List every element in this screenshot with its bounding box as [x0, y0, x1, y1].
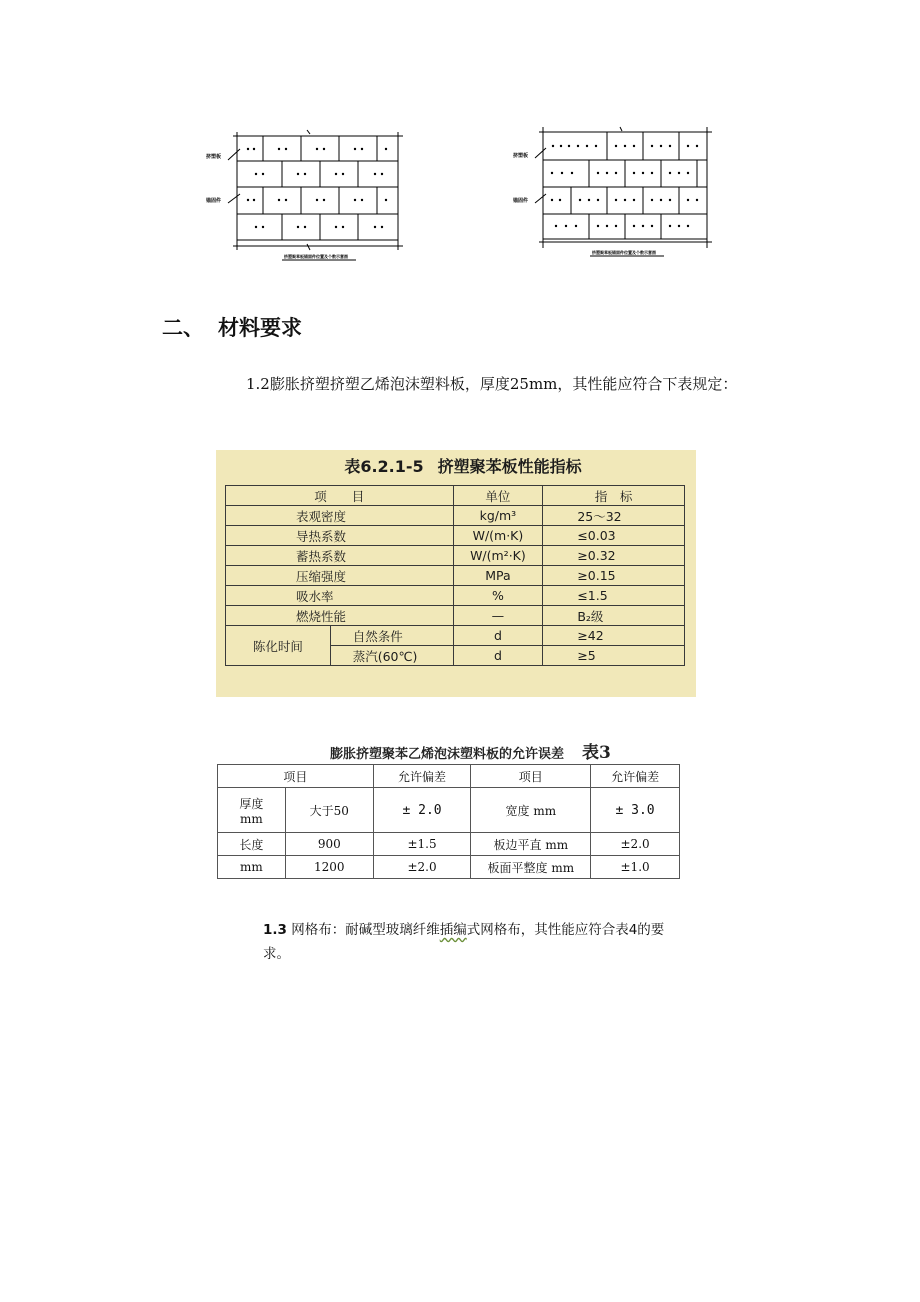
- table-row: [226, 506, 685, 526]
- length-cond: 1200: [285, 856, 373, 879]
- caption-title: 挤塑聚苯板性能指标: [437, 457, 582, 476]
- length-unit: mm: [218, 856, 286, 879]
- row-unit: —: [453, 606, 543, 626]
- mesh-number: 1.3: [263, 922, 287, 938]
- length-cond: 900: [285, 833, 373, 856]
- row-unit: W/(m·K): [453, 526, 543, 546]
- tolerance-table-title: [330, 738, 611, 763]
- row-value: ≤0.03: [543, 526, 685, 546]
- table-row: [218, 833, 680, 856]
- width-tol: ± 3.0: [591, 788, 680, 833]
- table-header-row: [226, 486, 685, 506]
- aging-unit: d: [453, 646, 543, 666]
- aging-value: ≥5: [543, 646, 685, 666]
- row-item: 导热系数: [226, 526, 454, 546]
- row-unit: W/(m²·K): [453, 546, 543, 566]
- figure-caption-left: 挤塑聚苯板锚固件位置及个数示意图: [284, 254, 348, 259]
- mesh-text-after: 式网格布，其性能应符合表4的要求。: [263, 922, 665, 962]
- header-item-2: 项目: [471, 765, 591, 788]
- row-unit: MPa: [453, 566, 543, 586]
- row-item: 蓄热系数: [226, 546, 454, 566]
- mesh-text-underlined: 插编: [439, 922, 467, 938]
- header-item: 项 目: [226, 486, 454, 506]
- performance-table-caption: [216, 454, 696, 477]
- aging-cond: 自然条件: [330, 626, 453, 646]
- performance-table: [225, 485, 685, 666]
- thickness-label-text: 厚度: [239, 796, 264, 811]
- section-number: 二、: [162, 316, 204, 340]
- table-row: [226, 566, 685, 586]
- header-value: 指 标: [543, 486, 685, 506]
- table-row: [218, 856, 680, 879]
- tolerance-table: [217, 764, 680, 879]
- flatness-tol: ±1.0: [591, 856, 680, 879]
- length-label: 长度: [218, 833, 286, 856]
- figure-caption-right: 挤塑聚苯板锚固件位置及个数示意图: [592, 250, 656, 255]
- anchor-layout-diagram-right: [508, 124, 718, 264]
- row-item: 吸水率: [226, 586, 454, 606]
- row-value: ≥0.32: [543, 546, 685, 566]
- table-header-row: [218, 765, 680, 788]
- width-item: 宽度 mm: [471, 788, 591, 833]
- row-value: 25～32: [543, 506, 685, 526]
- length-tol: ±1.5: [373, 833, 471, 856]
- table-row: [226, 546, 685, 566]
- thickness-tol: ± 2.0: [373, 788, 471, 833]
- row-unit: %: [453, 586, 543, 606]
- row-unit: kg/m³: [453, 506, 543, 526]
- row-value: B₂级: [543, 606, 685, 626]
- table-row: [226, 586, 685, 606]
- row-value: ≤1.5: [543, 586, 685, 606]
- header-tolerance-2: 允许偏差: [591, 765, 680, 788]
- row-item: 燃烧性能: [226, 606, 454, 626]
- label-anchor-right: 锚固件: [513, 198, 529, 204]
- edge-item: 板边平直 mm: [471, 833, 591, 856]
- tolerance-table-title-text: 膨胀挤塑聚苯乙烯泡沫塑料板的允许误差: [330, 747, 565, 762]
- paragraph-material-spec: 1.2膨胀挤塑挤塑乙烯泡沫塑料板，厚度25mm，其性能应符合下表规定：: [246, 375, 738, 393]
- table-row: [226, 606, 685, 626]
- header-unit: 单位: [453, 486, 543, 506]
- paragraph-mesh: [263, 918, 683, 966]
- label-board-left: 挤塑板: [206, 154, 222, 160]
- header-tolerance-1: 允许偏差: [373, 765, 471, 788]
- anchor-layout-diagram-left: [200, 124, 410, 264]
- row-value: ≥0.15: [543, 566, 685, 586]
- section-title: 材料要求: [218, 316, 302, 340]
- performance-table-scan: [216, 450, 696, 697]
- label-board-right: 挤塑板: [513, 153, 529, 159]
- thickness-label: [218, 788, 286, 833]
- table-row: [226, 626, 685, 646]
- aging-item: 陈化时间: [226, 626, 331, 666]
- table-row: [218, 788, 680, 833]
- row-item: 表观密度: [226, 506, 454, 526]
- edge-tol: ±2.0: [591, 833, 680, 856]
- thickness-unit: mm: [240, 811, 263, 826]
- header-item-1: 项目: [218, 765, 374, 788]
- tolerance-table-tag: 表3: [582, 743, 611, 763]
- aging-cond: 蒸汽(60℃): [330, 646, 453, 666]
- label-anchor-left: 锚固件: [206, 198, 222, 204]
- length-tol: ±2.0: [373, 856, 471, 879]
- row-item: 压缩强度: [226, 566, 454, 586]
- caption-number: 表6.2.1-5: [344, 457, 424, 476]
- thickness-cond: 大于50: [285, 788, 373, 833]
- aging-value: ≥42: [543, 626, 685, 646]
- flatness-item: 板面平整度 mm: [471, 856, 591, 879]
- table-row: [226, 526, 685, 546]
- section-heading: [162, 312, 302, 342]
- mesh-text-before: 网格布：耐碱型玻璃纤维: [291, 922, 440, 938]
- aging-unit: d: [453, 626, 543, 646]
